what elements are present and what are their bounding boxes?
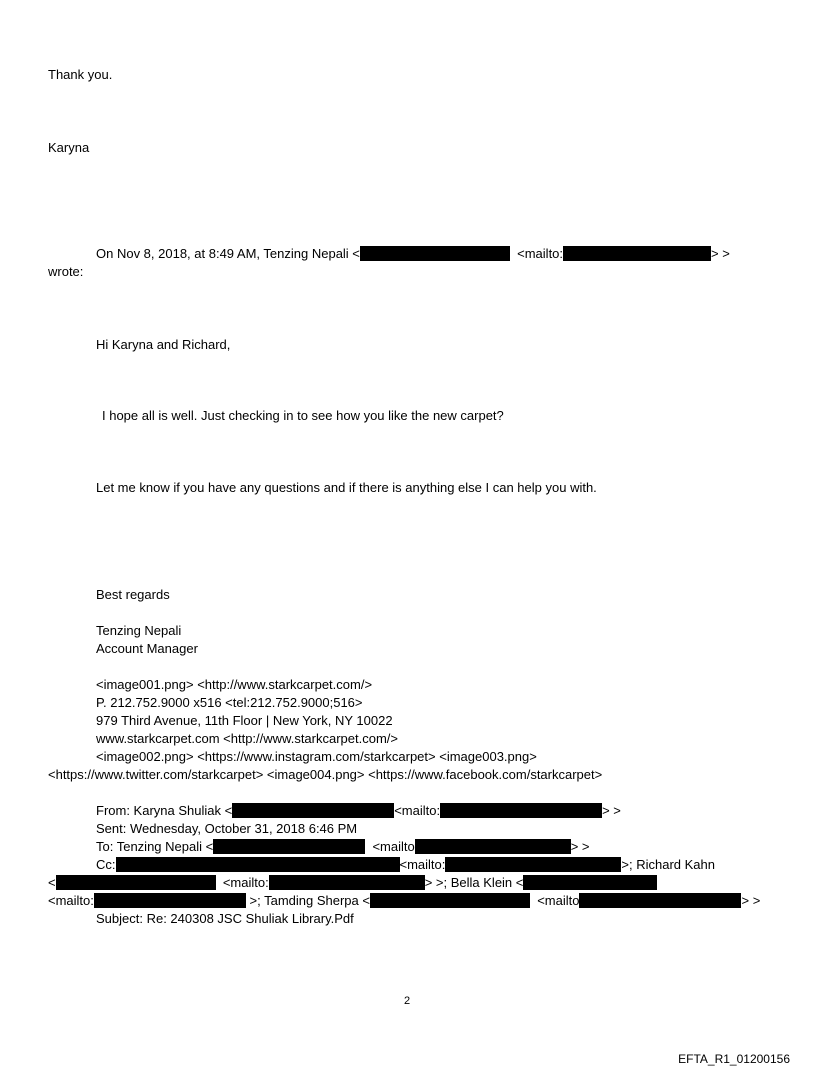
- forward-from-label: From: Karyna Shuliak <: [96, 803, 233, 818]
- forward-cc-line3-mailto2: <mailto: [537, 893, 580, 908]
- quoted-header-line: [96, 246, 730, 262]
- quoted-header-suffix: > >: [711, 246, 730, 261]
- forward-cc-richard: >; Richard Kahn: [621, 857, 715, 872]
- signature-title: Account Manager: [96, 641, 198, 656]
- redaction-box: [269, 875, 425, 890]
- quoted-header-wrote: wrote:: [48, 264, 84, 279]
- forward-cc-line2-mailto: <mailto:: [222, 875, 269, 890]
- signature-social-1: <image002.png> <https://www.instagram.com/starkcarpet> <image003.png>: [96, 749, 537, 764]
- redaction-box: [360, 246, 510, 261]
- regards-text: Best regards: [96, 587, 170, 602]
- signature-line-1: <image001.png> <http://www.starkcarpet.com/>: [96, 677, 373, 692]
- redaction-box: [415, 839, 571, 854]
- redaction-box: [445, 857, 621, 872]
- message-paragraph-2: Let me know if you have any questions and if there is anything else I can help you with.: [96, 480, 597, 495]
- forward-cc-bella: > >; Bella Klein <: [424, 875, 524, 890]
- redaction-box: [563, 246, 711, 261]
- quoted-header-mailto: <mailto:: [517, 246, 564, 261]
- redaction-box: [523, 875, 657, 890]
- page-number: 2: [404, 995, 411, 1007]
- forward-from-end: > >: [602, 803, 621, 818]
- signature-social-2: <https://www.twitter.com/starkcarpet> <image004.png> <https://www.facebook.com/starkcarpet>: [48, 767, 603, 782]
- thanks-text: Thank you.: [48, 67, 113, 82]
- message-paragraph-1: I hope all is well. Just checking in to see how you like the new carpet?: [102, 408, 504, 423]
- signature-phone: P. 212.752.9000 x516 <tel:212.752.9000;516>: [96, 695, 363, 710]
- forward-cc-line3-mailto: <mailto:: [48, 893, 94, 908]
- forward-to-line: [96, 839, 590, 855]
- forward-to-mailto: <mailto: [372, 839, 415, 854]
- redaction-box: [579, 893, 741, 908]
- quoted-header-prefix: On Nov 8, 2018, at 8:49 AM, Tenzing Nepali <: [96, 246, 360, 261]
- forward-from-line: [96, 803, 621, 819]
- greeting-text: Hi Karyna and Richard,: [96, 337, 231, 352]
- redaction-box: [232, 803, 394, 818]
- forward-cc-mailto: <mailto:: [399, 857, 446, 872]
- bates-stamp: EFTA_R1_01200156: [678, 1052, 790, 1066]
- redaction-box: [213, 839, 365, 854]
- forward-to-label: To: Tenzing Nepali <: [96, 839, 214, 854]
- forward-sent: Sent: Wednesday, October 31, 2018 6:46 PM: [96, 821, 358, 836]
- redaction-box: [370, 893, 530, 908]
- forward-subject: Subject: Re: 240308 JSC Shuliak Library.Pdf: [96, 911, 354, 926]
- forward-to-end: > >: [570, 839, 590, 854]
- forward-cc-line-2: [48, 875, 657, 891]
- redaction-box: [440, 803, 602, 818]
- signer-name: Karyna: [48, 140, 90, 155]
- forward-cc-line-3: [48, 893, 760, 909]
- signature-name: Tenzing Nepali: [96, 623, 182, 638]
- redaction-box: [94, 893, 246, 908]
- forward-cc-line2-lt: <: [48, 875, 56, 890]
- forward-cc-line3-end: > >: [741, 893, 761, 908]
- forward-from-mailto: <mailto:: [394, 803, 441, 818]
- redaction-box: [56, 875, 216, 890]
- forward-cc-tamding: >; Tamding Sherpa <: [245, 893, 370, 908]
- forward-cc-label: Cc:: [96, 857, 116, 872]
- redaction-box: [116, 857, 400, 872]
- forward-cc-line: [96, 857, 715, 873]
- signature-address: 979 Third Avenue, 11th Floor | New York, NY 10022: [96, 713, 393, 728]
- signature-website: www.starkcarpet.com <http://www.starkcarpet.com/>: [96, 731, 398, 746]
